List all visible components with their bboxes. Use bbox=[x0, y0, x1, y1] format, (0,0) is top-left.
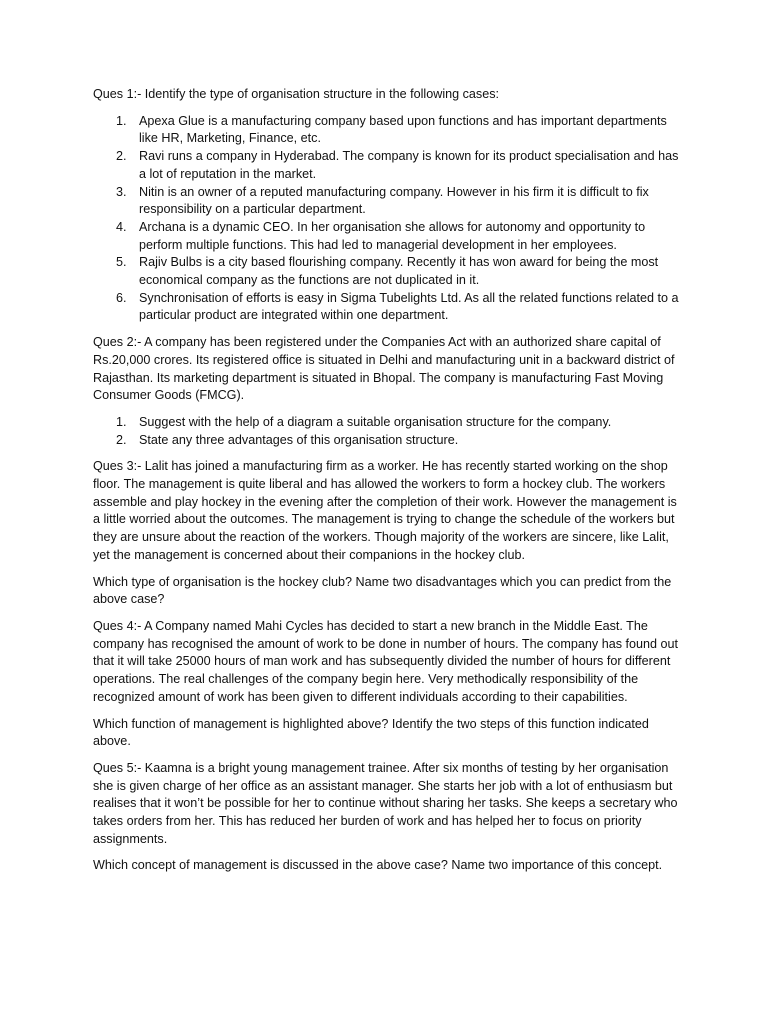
q1-case-list bbox=[93, 113, 681, 325]
list-item bbox=[93, 254, 681, 289]
list-item-text: Archana is a dynamic CEO. In her organisation she allows for autonomy and opportunity to perform multiple functions. This had led to managerial development in her employees. bbox=[139, 219, 646, 252]
list-number: 5. bbox=[116, 255, 127, 270]
list-number: 2. bbox=[116, 149, 127, 164]
q3-paragraph: Ques 3:- Lalit has joined a manufacturing firm as a worker. He has recently started working on the shop floor. The management is quite liberal and has allowed the workers to form a hockey club. The workers assemble and play hockey in the evening after the completion of their work. However the management is a little worried about the outcomes. The management is trying to change the schedule of the workers but they are unsure about the reaction of the workers. Though majority of the workers are sincere, like Lalit, yet the management is concerned about their companions in the hockey club. bbox=[93, 459, 677, 562]
q1-heading: Ques 1:- Identify the type of organisation structure in the following cases: bbox=[93, 87, 500, 101]
list-number: 1. bbox=[116, 414, 127, 429]
q3-question: Which type of organisation is the hockey club? Name two disadvantages which you can predict from the above case? bbox=[93, 574, 672, 607]
q2-task-list bbox=[93, 414, 681, 449]
list-item bbox=[93, 219, 681, 254]
list-number: 2. bbox=[116, 432, 127, 447]
list-item-text: State any three advantages of this organisation structure. bbox=[139, 432, 459, 447]
list-item-text: Synchronisation of efforts is easy in Sigma Tubelights Ltd. As all the related functions related to a particular product are integrated within one department. bbox=[139, 290, 679, 323]
list-item bbox=[93, 184, 681, 219]
list-item-text: Apexa Glue is a manufacturing company based upon functions and has important departments like HR, Marketing, Finance, etc. bbox=[139, 113, 667, 146]
list-item bbox=[93, 432, 681, 450]
list-item-text: Rajiv Bulbs is a city based flourishing company. Recently it has won award for being the most economical company as the functions are not duplicated in it. bbox=[139, 255, 659, 288]
list-item-text: Suggest with the help of a diagram a suitable organisation structure for the company. bbox=[139, 414, 612, 429]
q4-question: Which function of management is highlighted above? Identify the two steps of this function indicated above. bbox=[93, 716, 649, 749]
list-number: 1. bbox=[116, 113, 127, 128]
q5-question: Which concept of management is discussed in the above case? Name two importance of this concept. bbox=[93, 858, 663, 873]
list-number: 6. bbox=[116, 290, 127, 305]
list-item bbox=[93, 113, 681, 148]
list-number: 3. bbox=[116, 184, 127, 199]
list-item-text: Nitin is an owner of a reputed manufacturing company. However in his firm it is difficult to fix responsibility on a particular department. bbox=[139, 184, 649, 217]
list-number: 4. bbox=[116, 219, 127, 234]
list-item bbox=[93, 290, 681, 325]
q5-paragraph: Ques 5:- Kaamna is a bright young management trainee. After six months of testing by her organisation she is given charge of her office as an assistant manager. She starts her job with a lot of enthusiasm but realises that it won’t be possible for her to continue without sharing her tasks. She keeps a secretary who takes orders from her. This has reduced her burden of work and has helped her to focus on priority assignments. bbox=[93, 760, 678, 846]
list-item-text: Ravi runs a company in Hyderabad. The company is known for its product specialisation and has a lot of reputation in the market. bbox=[139, 149, 679, 181]
list-item bbox=[93, 414, 681, 432]
q4-paragraph: Ques 4:- A Company named Mahi Cycles has decided to start a new branch in the Middle East. The company has recognised the amount of work to be done in number of hours. The company has found out that it will take 25000 hours of man work and has subsequently divided the number of hours for different operations. The real challenges of the company begin here. Very methodically responsibility of the recognized amount of work has been given to different individuals according to their capabilities. bbox=[93, 618, 679, 704]
list-item bbox=[93, 148, 681, 183]
document-page bbox=[93, 86, 681, 884]
q2-paragraph: Ques 2:- A company has been registered under the Companies Act with an authorized share capital of Rs.20,000 crores. Its registered office is situated in Delhi and manufacturing unit in a backward district of Rajasthan. Its marketing department is situated in Bhopal. The company is manufacturing Fast Moving Consumer Goods (FMCG). bbox=[93, 335, 675, 403]
